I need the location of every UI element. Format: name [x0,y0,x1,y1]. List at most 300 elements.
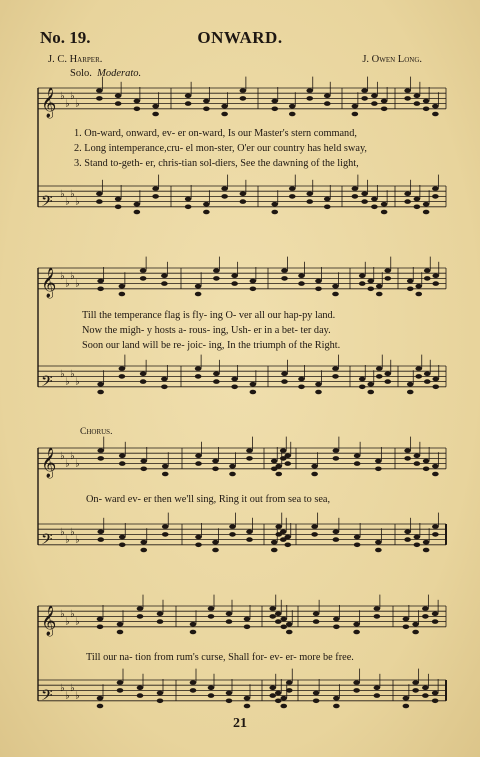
note-head [185,101,192,106]
note-head [161,385,168,390]
note-head [412,688,419,693]
note-head [432,186,439,191]
note-head [315,382,322,387]
note-head [361,199,368,204]
note-head [289,194,296,199]
note-head [359,377,366,382]
note-head [140,459,147,464]
flat-glyph: ♭ [75,534,80,546]
note-head [271,202,278,207]
note-head [414,454,421,459]
note-head [432,274,439,279]
note-head [246,537,253,542]
note-head [190,622,197,627]
note-head [432,377,439,382]
flat-glyph: ♭ [65,616,70,628]
note-head [414,543,421,548]
note-head [137,606,144,611]
clef-glyph: 𝄢 [41,372,53,393]
note-head [134,210,141,215]
flat-glyph: ♭ [65,690,70,702]
note-head [359,385,366,390]
note-head [115,101,122,106]
note-head [415,284,422,289]
note-head [423,540,430,545]
lyricist-credit: J. C. Harper. [48,54,103,65]
note-head [311,464,318,469]
clef-glyph: 𝄞 [41,267,57,297]
note-head [271,540,278,545]
flat-glyph: ♭ [70,188,75,200]
note-head [212,540,219,545]
note-head [375,540,382,545]
note-head [423,548,430,553]
note-head [423,202,430,207]
flat-glyph: ♭ [70,368,75,380]
note-head [403,617,410,622]
note-head [361,88,368,93]
note-head [119,543,126,548]
note-head [404,96,411,101]
note-head [432,194,439,199]
note-head [422,686,429,691]
note-head [284,535,291,540]
note-head [213,268,220,273]
note-head [432,691,439,696]
note-head [244,696,251,701]
note-head [286,622,293,627]
chorus-line-1: On- ward ev- er then we'll sing, Ring it out from sea to sea, [86,494,331,505]
note-head [367,382,374,387]
note-head [203,107,210,112]
flat-glyph: ♭ [65,458,70,470]
note-head [407,279,414,284]
note-head [407,390,414,395]
note-head [117,622,124,627]
note-head [244,704,251,709]
flat-glyph: ♭ [65,376,70,388]
note-head [286,680,293,685]
note-head [221,112,228,117]
note-head [195,284,202,289]
note-head [157,612,164,617]
note-head [412,630,419,635]
note-head [208,693,215,698]
note-head [119,535,126,540]
note-head [240,96,247,101]
note-head [353,630,360,635]
note-head [195,292,202,297]
note-head [306,192,313,197]
clef-glyph: 𝄢 [41,686,53,707]
note-head [414,197,421,202]
note-head [208,614,215,619]
note-head [376,374,383,379]
note-head [280,625,287,630]
note-head [423,459,430,464]
note-head [96,192,103,197]
note-head [353,622,360,627]
note-head [403,696,410,701]
note-head [376,292,383,297]
note-head [117,688,124,693]
note-head [381,210,388,215]
note-head [424,379,431,384]
note-head [415,292,422,297]
note-head [414,535,421,540]
note-head [97,617,104,622]
note-head [195,454,202,459]
note-head [119,366,126,371]
note-head [157,691,164,696]
performance-label: Solo. [70,68,92,79]
note-head [212,548,219,553]
note-head [119,461,126,466]
note-head [208,686,215,691]
clef-glyph: 𝄞 [41,605,57,635]
note-head [231,385,238,390]
note-head [313,612,320,617]
note-head [354,461,361,466]
note-head [117,680,124,685]
note-head [161,274,168,279]
note-head [414,94,421,99]
note-head [190,688,197,693]
note-head [203,202,210,207]
note-head [97,287,104,292]
note-head [367,390,374,395]
note-head [119,454,126,459]
note-head [414,101,421,106]
flat-glyph: ♭ [75,616,80,628]
note-head [404,537,411,542]
note-head [275,612,282,617]
note-head [432,464,439,469]
note-head [298,281,305,286]
note-head [229,532,236,537]
note-head [403,625,410,630]
note-head [374,693,381,698]
note-head [384,372,391,377]
note-head [195,543,202,548]
note-head [213,276,220,281]
note-head [432,532,439,537]
clef-glyph: 𝄢 [41,192,53,213]
note-head [97,537,104,542]
note-head [375,459,382,464]
page-number: 21 [233,716,247,731]
flat-glyph: ♭ [60,526,65,538]
note-head [324,197,331,202]
note-head [407,287,414,292]
note-head [275,524,282,529]
note-head [361,96,368,101]
note-head [333,625,340,630]
note-head [231,274,238,279]
note-head [134,99,141,104]
note-head [195,461,202,466]
note-head [226,619,233,624]
note-head [423,210,430,215]
note-head [246,448,253,453]
note-head [137,686,144,691]
note-head [213,379,220,384]
note-head [115,197,122,202]
note-head [271,210,278,215]
note-head [403,704,410,709]
note-head [250,279,257,284]
note-head [280,530,287,535]
note-head [384,276,391,281]
flat-glyph: ♭ [65,534,70,546]
note-head [404,199,411,204]
note-head [140,540,147,545]
note-head [415,366,422,371]
note-head [333,530,340,535]
note-head [212,467,219,472]
note-head [359,281,366,286]
note-head [404,530,411,535]
note-head [162,524,169,529]
note-head [271,548,278,553]
note-head [275,699,282,704]
note-head [315,390,322,395]
flat-glyph: ♭ [70,526,75,538]
note-head [185,94,192,99]
note-head [376,284,383,289]
note-head [161,281,168,286]
note-head [244,625,251,630]
note-head [367,287,374,292]
note-head [203,210,210,215]
note-head [432,612,439,617]
flat-glyph: ♭ [60,188,65,200]
note-head [289,104,296,109]
note-head [407,382,414,387]
note-head [221,194,228,199]
note-head [240,88,247,93]
note-head [404,448,411,453]
note-head [424,372,431,377]
note-head [246,456,253,461]
flat-glyph: ♭ [75,376,80,388]
note-head [289,186,296,191]
verse-3-line-1: 3. Stand to-geth- er, chris-tian sol-diers, See the dawning of the light, [74,158,359,169]
note-head [306,199,313,204]
note-head [157,699,164,704]
tempo-marking: Moderato. [97,68,142,79]
note-head [137,614,144,619]
flat-glyph: ♭ [60,682,65,694]
note-head [298,385,305,390]
note-head [353,680,360,685]
note-head [275,472,282,477]
hymn-title: ONWARD. [197,28,283,47]
note-head [306,88,313,93]
note-head [250,382,257,387]
note-head [269,693,276,698]
note-head [404,88,411,93]
note-head [246,530,253,535]
note-head [119,374,126,379]
note-head [203,99,210,104]
note-head [414,461,421,466]
note-head [185,197,192,202]
note-head [324,94,331,99]
note-head [152,186,159,191]
note-head [404,192,411,197]
note-head [333,456,340,461]
note-head [354,535,361,540]
verse-3-line-2: Soon our land will be re- joic- ing, In the triumph of the Right. [82,340,341,351]
note-head [432,385,439,390]
note-head [275,464,282,469]
note-head [229,472,236,477]
note-head [371,197,378,202]
note-head [97,279,104,284]
note-head [221,186,228,191]
verse-1-line-1: 1. On-ward, onward, ev- er on-ward, Is our Master's stern command, [74,128,357,139]
note-head [333,696,340,701]
note-head [162,472,169,477]
flat-glyph: ♭ [60,90,65,102]
note-head [140,372,147,377]
note-head [195,374,202,379]
flat-glyph: ♭ [70,450,75,462]
note-head [271,459,278,464]
note-head [226,691,233,696]
note-head [119,292,126,297]
note-head [275,691,282,696]
note-head [333,448,340,453]
note-head [250,390,257,395]
note-head [226,612,233,617]
note-head [423,467,430,472]
flat-glyph: ♭ [65,98,70,110]
note-head [96,96,103,101]
note-head [152,194,159,199]
note-head [415,374,422,379]
note-head [306,96,313,101]
note-head [271,107,278,112]
note-head [162,464,169,469]
flat-glyph: ♭ [75,690,80,702]
note-head [324,205,331,210]
note-head [97,625,104,630]
note-head [384,379,391,384]
note-head [333,537,340,542]
note-head [140,268,147,273]
flat-glyph: ♭ [70,608,75,620]
note-head [269,686,276,691]
note-head [422,606,429,611]
note-head [229,464,236,469]
note-head [286,630,293,635]
note-head [311,532,318,537]
note-head [333,704,340,709]
flat-glyph: ♭ [75,458,80,470]
flat-glyph: ♭ [60,270,65,282]
note-head [423,99,430,104]
verse-2-line-2: Now the migh- y hosts a- rous- ing, Ush- er in a bet- ter day. [82,325,331,336]
clef-glyph: 𝄞 [41,447,57,477]
note-head [140,548,147,553]
note-head [281,379,288,384]
note-head [311,524,318,529]
note-head [269,606,276,611]
note-head [275,619,282,624]
verse-2-line-1: 2. Long intemperance,cru- el mon-ster, O'er our country has held sway, [74,143,367,154]
note-head [97,696,104,701]
note-head [190,680,197,685]
note-head [313,619,320,624]
note-head [432,104,439,109]
note-head [332,374,339,379]
hymn-number: No. 19. [40,28,91,47]
note-head [208,606,215,611]
note-head [414,205,421,210]
note-head [313,699,320,704]
note-head [97,448,104,453]
note-head [423,107,430,112]
note-head [311,472,318,477]
note-head [332,284,339,289]
note-head [96,199,103,204]
note-head [221,104,228,109]
note-head [162,532,169,537]
note-head [97,456,104,461]
note-head [281,372,288,377]
note-head [280,617,287,622]
note-heads [41,77,439,709]
note-head [280,704,287,709]
note-head [422,614,429,619]
note-head [117,630,124,635]
note-head [269,614,276,619]
note-head [231,281,238,286]
note-head [432,619,439,624]
flat-glyph: ♭ [60,608,65,620]
note-head [97,390,104,395]
note-head [432,472,439,477]
note-head [115,94,122,99]
flat-glyph: ♭ [60,368,65,380]
note-head [140,276,147,281]
note-head [284,543,291,548]
note-head [212,459,219,464]
flat-glyph: ♭ [60,450,65,462]
note-head [271,99,278,104]
note-head [315,287,322,292]
flat-glyph: ♭ [75,196,80,208]
note-head [284,454,291,459]
note-head [250,287,257,292]
note-head [289,112,296,117]
note-head [371,94,378,99]
note-head [361,192,368,197]
note-head [298,377,305,382]
note-head [424,276,431,281]
note-head [432,524,439,529]
note-head [286,688,293,693]
note-head [97,530,104,535]
note-head [313,691,320,696]
note-head [352,112,359,117]
note-head [281,268,288,273]
note-head [381,202,388,207]
flat-glyph: ♭ [70,90,75,102]
note-head [332,366,339,371]
